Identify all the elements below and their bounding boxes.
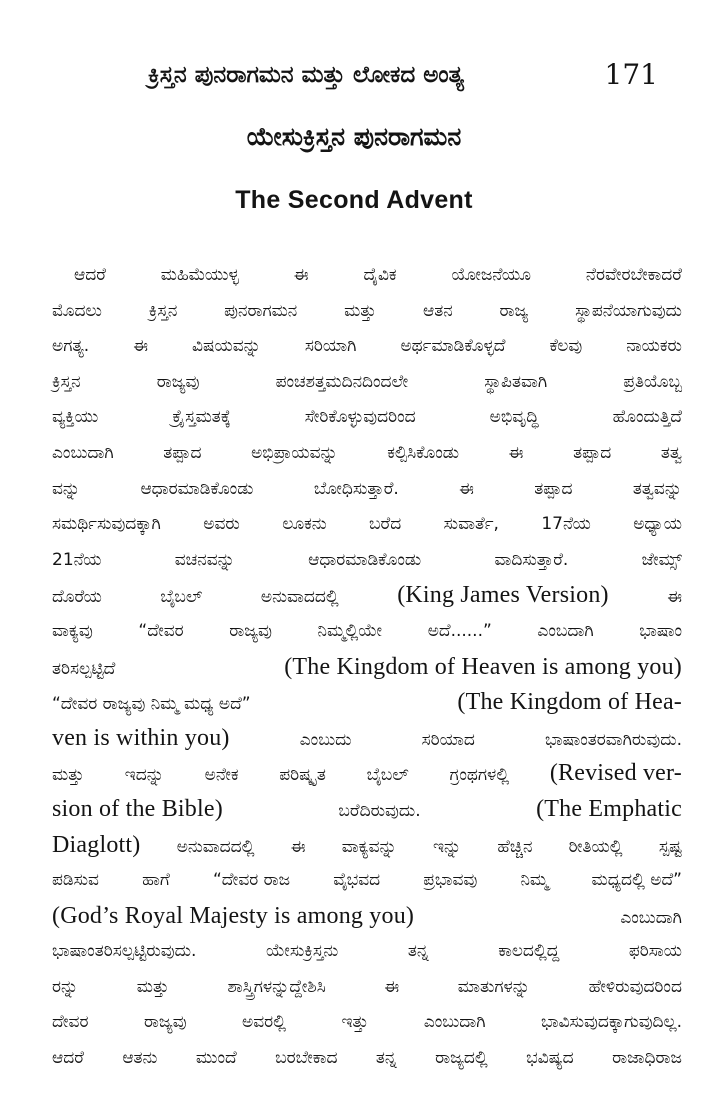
text-segment: ಅವರು: [203, 514, 240, 535]
text-segment: ಕ್ರಿಸ್ತನ: [52, 371, 81, 392]
text-segment: ಸುವಾರ್ತೆ,: [443, 514, 499, 535]
text-segment: ven is within you): [52, 724, 230, 751]
text-segment: ಹಾಗೆ: [142, 870, 170, 891]
text-segment: (The Emphatic: [536, 795, 682, 822]
text-segment: 17ನೆಯ: [541, 514, 591, 535]
text-segment: ಮಹಿಮೆಯುಳ್ಳ: [160, 265, 239, 285]
text-segment: ಭವಿಷ್ಯದ: [526, 1048, 574, 1069]
text-line: [52, 400, 682, 436]
text-segment: ಈ: [290, 836, 306, 857]
text-line: [52, 329, 682, 365]
text-segment: ಹೇಳಿರುವುದರಿಂದ: [588, 976, 682, 997]
text-line: [52, 650, 682, 686]
text-segment: ತಪ್ಪಾದ: [534, 478, 573, 499]
text-segment: ಬರಬೇಕಾದ: [275, 1048, 338, 1069]
text-segment: ಪುನರಾಗಮನ: [224, 300, 298, 321]
text-segment: ಕಲ್ಪಿಸಿಕೊಂಡು: [387, 442, 460, 463]
text-segment: ಮಾತುಗಳನ್ನು: [457, 976, 530, 997]
text-segment: ಫರಿಸಾಯ: [628, 941, 682, 962]
text-line: [52, 721, 682, 757]
text-segment: ಮೊದಲು: [52, 300, 102, 321]
text-segment: (King James Version): [397, 582, 609, 609]
text-line: [52, 365, 682, 401]
text-segment: ಶಾಸ್ತ್ರಿಗಳನ್ನುದ್ದೇಶಿಸಿ: [227, 976, 326, 997]
text-segment: ಈ: [293, 265, 309, 285]
text-segment: ಕ್ರಿಸ್ತನ: [148, 300, 178, 321]
section-title-english: The Second Advent: [235, 186, 473, 214]
text-segment: ರಾಜ್ಯವು: [143, 1012, 187, 1033]
text-line: [52, 258, 682, 294]
text-segment: ಆತನು: [122, 1048, 158, 1069]
text-segment: ಎಂಬುದಾಗಿ: [620, 907, 682, 928]
text-line: [52, 507, 682, 543]
text-segment: ಅಭಿವೃದ್ಧಿ: [489, 407, 539, 428]
text-segment: ಅವರಲ್ಲಿ: [242, 1012, 286, 1033]
text-segment: ನಿಮ್ಮ: [520, 870, 549, 891]
text-segment: ಬರೆದಿರುವುದು.: [338, 800, 421, 821]
text-segment: ಸರಿಯಾಗಿ: [304, 336, 357, 357]
text-segment: ಸ್ಪಷ್ಟ: [658, 836, 682, 857]
text-segment: ರೀತಿಯಲ್ಲಿ: [568, 836, 623, 857]
text-segment: ಅನುವಾದದಲ್ಲಿ: [260, 587, 339, 608]
text-segment: ದೈವಿಕ: [363, 265, 397, 285]
text-segment: 21ನೆಯ: [52, 549, 102, 570]
text-line: [52, 792, 682, 828]
text-segment: ಅಧ್ಯಾಯ: [633, 514, 682, 535]
text-segment: ಆದರೆ: [52, 1048, 84, 1069]
text-segment: ಮುಂದೆ: [195, 1048, 237, 1069]
text-segment: ನಾಯಕರು: [626, 336, 682, 357]
text-segment: ನಿಮ್ಮಲ್ಲಿಯೇ: [317, 620, 383, 641]
text-line: [52, 970, 682, 1006]
text-segment: ಆಧಾರಮಾಡಿಕೊಂಡು: [140, 478, 254, 499]
text-segment: ಬೈಬಲ್: [366, 765, 409, 786]
text-line: [52, 472, 682, 508]
text-segment: ಈ: [459, 478, 474, 499]
text-segment: ಆತನ: [422, 300, 453, 321]
text-segment: ಬರೆದ: [369, 514, 402, 535]
text-segment: ಎಂಬುದಾಗಿ: [52, 442, 114, 463]
text-segment: ಪರಿಷ್ಕೃತ: [279, 765, 326, 786]
text-segment: ವ್ಯಕ್ತಿಯು: [52, 407, 99, 428]
text-segment: ಹೊಂದುತ್ತಿದೆ: [612, 407, 682, 428]
text-segment: ತರಿಸಲ್ಪಟ್ಟಿದೆ: [52, 658, 116, 679]
text-segment: ಭಾಷಾಂತರವಾಗಿರುವುದು.: [545, 729, 682, 750]
text-line: [52, 685, 682, 721]
text-segment: ಭಾಷಾಂ: [639, 620, 682, 641]
text-segment: ತಪ್ಪಾದ: [573, 442, 612, 463]
text-segment: ತನ್ನ: [375, 1048, 397, 1069]
text-segment: ವಾಕ್ಯವು: [52, 620, 93, 641]
body-paragraph: [52, 258, 682, 1077]
text-segment: ಕಾಲದಲ್ಲಿದ್ದ: [498, 941, 560, 962]
text-segment: ಗ್ರಂಥಗಳಲ್ಲಿ: [449, 765, 510, 786]
text-segment: Diaglott): [52, 831, 141, 858]
text-segment: ವಚನವನ್ನು: [174, 549, 235, 570]
text-segment: ತನ್ನ: [407, 941, 429, 962]
text-segment: ಇತ್ತು: [341, 1012, 369, 1033]
running-header: [148, 58, 658, 98]
text-segment: ಇದನ್ನು: [124, 765, 164, 786]
text-segment: ಯೇಸುಕ್ರಿಸ್ತನು: [266, 941, 339, 962]
text-segment: ಮತ್ತು: [52, 765, 85, 786]
text-segment: ವಾದಿಸುತ್ತಾರೆ.: [494, 549, 569, 570]
section-title-kannada: ಯೇಸುಕ್ರಿಸ್ತನ ಪುನರಾಗಮನ: [246, 122, 462, 151]
text-segment: ಸ್ಥಾಪನೆಯಾಗುವುದು: [575, 300, 682, 321]
text-line: [52, 294, 682, 330]
text-segment: ಬೋಧಿಸುತ್ತಾರೆ.: [313, 478, 399, 499]
text-segment: ಈ: [133, 336, 148, 357]
text-segment: ವಾಕ್ಯವನ್ನು: [341, 836, 397, 857]
text-segment: ರಾಜ್ಯದಲ್ಲಿ: [435, 1048, 488, 1069]
text-segment: ಕೆಲವು: [549, 336, 583, 357]
text-segment: ತತ್ವವನ್ನು: [632, 478, 682, 499]
text-line: [52, 436, 682, 472]
text-segment: “ದೇವರ ರಾಜ್ಯವು ನಿಮ್ಮ ಮಧ್ಯ ಅದೆ”: [52, 694, 251, 715]
text-segment: ವಿಷಯವನ್ನು: [192, 336, 261, 357]
text-segment: ಹೆಚ್ಚಿನ: [497, 836, 533, 857]
text-line: [52, 899, 682, 935]
text-segment: ಸಮರ್ಥಿಸುವುದಕ್ಕಾಗಿ: [52, 514, 161, 535]
text-line: [52, 756, 682, 792]
text-segment: ದೊರೆಯ: [52, 587, 102, 608]
text-segment: “ದೇವರ ರಾಜ: [212, 870, 291, 891]
text-line: [52, 614, 682, 650]
text-segment: ಎಂಬುದಾಗಿ: [423, 1012, 486, 1033]
text-segment: ಬೈಬಲ್: [160, 587, 203, 608]
text-segment: ಪಂಚಶತ್ತಮದಿನದಿಂದಲೇ: [275, 371, 409, 392]
text-segment: ಅಭಿಪ್ರಾಯವನ್ನು: [251, 442, 338, 463]
text-segment: ಭಾವಿಸುವುದಕ್ಕಾಗುವುದಿಲ್ಲ.: [540, 1012, 682, 1033]
text-segment: ಪ್ರಭಾವವು: [423, 870, 478, 891]
text-segment: ವನ್ನು: [52, 478, 81, 499]
text-segment: ರಾಜ್ಯವು: [156, 371, 200, 392]
text-segment: ಇನ್ನು: [432, 836, 462, 857]
text-segment: ಸೇರಿಕೊಳ್ಳುವುದರಿಂದ: [304, 407, 416, 428]
text-segment: ವೈಭವದ: [333, 870, 381, 891]
text-line: [52, 828, 682, 864]
text-segment: “ದೇವರ: [138, 620, 184, 641]
text-segment: (The Kingdom of Hea-: [457, 689, 682, 716]
text-segment: ಆದರೆ: [74, 265, 106, 285]
text-segment: ಸ್ಥಾಪಿತವಾಗಿ: [484, 371, 548, 392]
text-segment: ಎಂಬದಾಗಿ: [537, 620, 594, 641]
text-segment: ಪಡಿಸುವ: [52, 870, 99, 891]
text-segment: ದೇವರ: [52, 1012, 89, 1033]
text-segment: ಲೂಕನು: [282, 514, 327, 535]
text-segment: ಮತ್ತು: [136, 976, 169, 997]
text-segment: ಅರ್ಥಮಾಡಿಕೊಳ್ಳದೆ: [400, 336, 506, 357]
text-segment: ನೆರವೇರಬೇಕಾದರೆ: [585, 265, 682, 285]
text-segment: ಈ: [384, 976, 400, 997]
text-segment: ರನ್ನು: [52, 976, 79, 997]
text-segment: ಈ: [508, 442, 524, 463]
text-segment: ಪ್ರತಿಯೊಬ್ಬ: [623, 371, 682, 392]
text-segment: (Revised ver-: [549, 760, 682, 787]
text-segment: ರಾಜ್ಯ: [499, 300, 529, 321]
text-segment: ಸರಿಯಾದ: [421, 729, 475, 750]
text-segment: ತತ್ವ: [660, 442, 682, 463]
text-segment: ಅನುವಾದದಲ್ಲಿ: [176, 836, 255, 857]
text-segment: ಮತ್ತು: [344, 300, 377, 321]
running-title: ಕ್ರಿಸ್ತನ ಪುನರಾಗಮನ ಮತ್ತು ಲೋಕದ ಅಂತ್ಯ: [148, 62, 464, 88]
text-segment: sion of the Bible): [52, 795, 223, 822]
page-number: 171: [604, 58, 658, 91]
text-line: [52, 934, 682, 970]
text-segment: ಅಗತ್ಯ.: [52, 336, 90, 357]
text-segment: ತಪ್ಪಾದ: [163, 442, 202, 463]
text-segment: ಜೇಮ್ಸ್: [641, 549, 682, 570]
text-segment: ಮಧ್ಯದಲ್ಲಿ ಅದೆ”: [591, 870, 682, 891]
text-line: [52, 1041, 682, 1077]
text-segment: ಈ: [667, 587, 682, 608]
text-segment: ಆಧಾರಮಾಡಿಕೊಂಡು: [308, 549, 422, 570]
text-segment: ಕ್ರೈಸ್ತಮತಕ್ಕೆ: [172, 407, 231, 428]
text-segment: ಭಾಷಾಂತರಿಸಲ್ಪಟ್ಟಿರುವುದು.: [52, 941, 197, 962]
text-segment: ಅನೇಕ: [204, 765, 239, 786]
text-line: [52, 543, 682, 579]
text-segment: ರಾಜಾಧಿರಾಜ: [612, 1048, 682, 1069]
text-segment: ರಾಜ್ಯವು: [229, 620, 272, 641]
text-line: [52, 578, 682, 614]
text-line: [52, 1005, 682, 1041]
text-segment: (The Kingdom of Heaven is among you): [284, 653, 682, 680]
text-segment: ಅದೆ......”: [427, 620, 492, 641]
text-segment: ಎಂಬುದು: [299, 729, 352, 750]
text-segment: (God’s Royal Majesty is among you): [52, 902, 415, 929]
text-segment: ಯೋಜನೆಯೂ: [451, 265, 531, 285]
text-line: [52, 863, 682, 899]
